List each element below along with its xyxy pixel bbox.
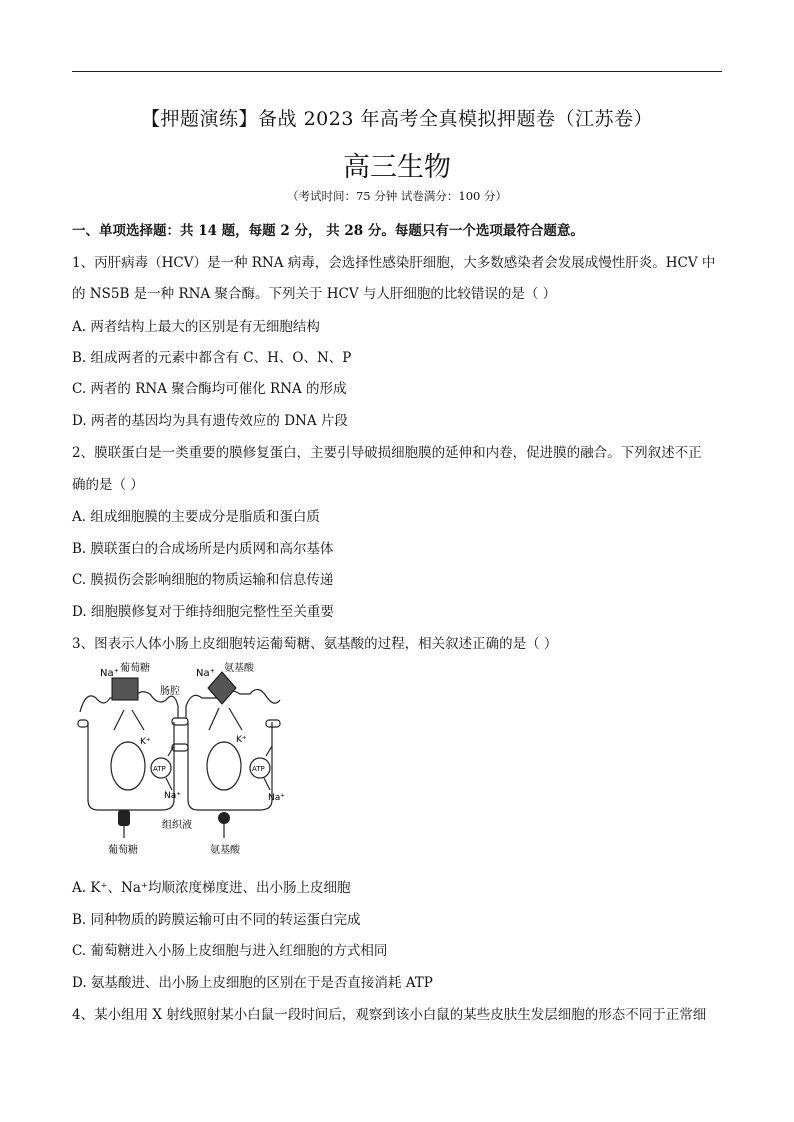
fig-label-k-left: K⁺ [140, 737, 151, 747]
fig-label-tissue-fluid: 组织液 [162, 820, 192, 831]
fig-label-amino-top: 氨基酸 [224, 663, 254, 674]
exam-title: 【押题演练】备战 2023 年高考全真模拟押题卷（江苏卷） [141, 108, 653, 130]
header-rule [72, 71, 722, 72]
fig-label-atp-right: ATP [252, 765, 265, 773]
q2-option-b: B. 膜联蛋白的合成场所是内质网和高尔基体 [72, 541, 334, 557]
q2-option-a: A. 组成细胞膜的主要成分是脂质和蛋白质 [72, 509, 320, 525]
amino-carrier-basal [218, 812, 230, 824]
fig-label-na-left: Na⁺ [100, 668, 119, 679]
fig-label-na-out-left: Na⁺ [164, 791, 181, 801]
fig-label-k-right: K⁺ [236, 735, 247, 745]
q3-option-d: D. 氨基酸进、出小肠上皮细胞的区别在于是否直接消耗 ATP [72, 975, 433, 991]
q2-stem-line2: 确的是（ ） [72, 477, 144, 493]
q1-option-d: D. 两者的基因均为具有遗传效应的 DNA 片段 [72, 413, 348, 429]
q3-option-a: A. K⁺、Na⁺均顺浓度梯度进、出小肠上皮细胞 [72, 880, 351, 896]
q1-stem-line2: 的 NS5B 是一种 RNA 聚合酶。下列关于 HCV 与人肝细胞的比较错误的是（ ） [72, 286, 557, 302]
q3-option-b: B. 同种物质的跨膜运输可由不同的转运蛋白完成 [72, 912, 361, 928]
exam-subject: 高三生物 [343, 152, 451, 183]
intestinal-cell-diagram [74, 660, 300, 860]
fig-label-lumen: 肠腔 [160, 686, 180, 697]
glucose-carrier-basal [118, 810, 130, 826]
q2-option-d: D. 细胞膜修复对于维持细胞完整性至关重要 [72, 604, 334, 620]
exam-info: （考试时间：75 分钟 试卷满分：100 分） [286, 189, 508, 203]
fig-label-atp-left: ATP [153, 765, 166, 773]
q3-stem: 3、图表示人体小肠上皮细胞转运葡萄糖、氨基酸的过程，相关叙述正确的是（ ） [72, 636, 558, 652]
q1-option-b: B. 组成两者的元素中都含有 C、H、O、N、P [72, 350, 352, 366]
q1-stem-line1: 1、丙肝病毒（HCV）是一种 RNA 病毒，会选择性感染肝细胞，大多数感染者会发展成慢性肝炎。HCV 中 [72, 255, 716, 271]
fig-label-na-right: Na⁺ [196, 668, 215, 679]
fig-label-amino-bottom: 氨基酸 [210, 845, 240, 856]
fig-label-glucose-bottom: 葡萄糖 [108, 845, 138, 856]
q2-stem-line1: 2、膜联蛋白是一类重要的膜修复蛋白，主要引导破损细胞膜的延伸和内卷，促进膜的融合。下列叙述不正 [72, 445, 702, 461]
q3-option-c: C. 葡萄糖进入小肠上皮细胞与进入红细胞的方式相同 [72, 943, 388, 959]
q4-stem-line1: 4、某小组用 X 射线照射某小白鼠一段时间后，观察到该小白鼠的某些皮肤生发层细胞的形态不同于正常细 [72, 1007, 707, 1023]
glucose-transporter [112, 678, 138, 700]
fig-label-na-out-right: Na⁺ [268, 793, 285, 803]
section-heading: 一、单项选择题：共 14 题，每题 2 分， 共 28 分。每题只有一个选项最符合题意。 [72, 223, 584, 239]
q2-option-c: C. 膜损伤会影响细胞的物质运输和信息传递 [72, 572, 334, 588]
q1-option-a: A. 两者结构上最大的区别是有无细胞结构 [72, 319, 320, 335]
q1-option-c: C. 两者的 RNA 聚合酶均可催化 RNA 的形成 [72, 381, 347, 397]
fig-label-glucose-top: 葡萄糖 [120, 663, 150, 674]
